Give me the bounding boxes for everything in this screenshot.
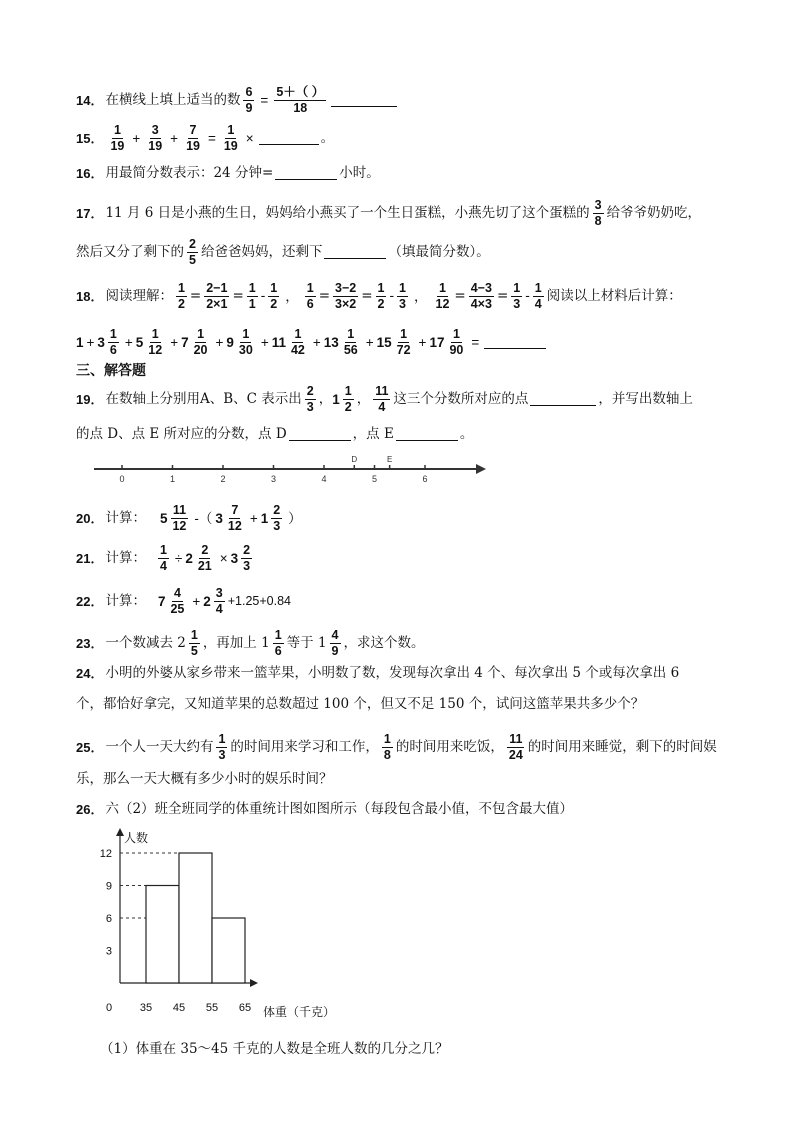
question-18-line1: 18． 阅读理解： $\frac{1}{2}$ = $\frac{2-1}{2\times 1}$ = $\frac{1}{1}$ - $\frac{1}{2}$ ， $\frac{1}{6}$ = $\frac{3-2}{3\times 2}$ = $\frac{1}{2}$ - $\frac{1}{3}$ ， $\frac{1}{12}$ = $\frac{4-3}{4\times 3}$ = $\frac{1}{3}$ - $\frac{1}{4}$ 阅读以上材料后计算：	[76, 281, 682, 312]
origin-label: 0	[106, 1002, 113, 1014]
question-number: 17．	[76, 206, 104, 222]
sum-term-whole: 3	[97, 334, 105, 350]
x-axis-arrow-icon	[250, 979, 258, 987]
sum-term-fraction: $\frac{1}{20}$	[193, 327, 208, 358]
y-tick-label: 12	[99, 848, 112, 860]
sum-term-fraction: $\frac{1}{30}$	[238, 327, 253, 358]
axis-tick-label: 1	[169, 474, 176, 484]
axis-tick-label: 6	[422, 474, 428, 484]
question-16: 16． 用最简分数表示：24 分钟= 小时。	[76, 165, 380, 182]
y-tick-label: 3	[105, 945, 112, 958]
sum-term-fraction: $\frac{1}{90}$	[449, 327, 464, 358]
question-25-line1: 25． 一个人一天大约有 $\frac{1}{3}$ 的时间用来学习和工作， $\frac{1}{8}$ 的时间用来吃饭， $\frac{11}{24}$ 的时间用来睡觉，剩下的时间娱	[76, 732, 717, 763]
sum-term-whole: 17	[429, 334, 445, 350]
question-number: 18．	[76, 289, 104, 305]
x-tick-label: 65	[238, 1002, 252, 1014]
sum-term-whole: 9	[226, 334, 234, 350]
sum-term-fraction: $\frac{1}{56}$	[343, 327, 358, 358]
axis-tick-label: 3	[270, 474, 277, 484]
point-e-label: E	[386, 455, 393, 464]
question-25-line2: 乐，那么一天大概有多少小时的娱乐时间？	[76, 771, 333, 787]
fraction: $\frac{5+( )}{18}$	[276, 85, 325, 116]
axis-tick-label: 4	[321, 474, 327, 484]
question-18-line2: 1 + 3 $\frac{1}{6}$ + 5 $\frac{1}{12}$ + 7 $\frac{1}{20}$ + 9 $\frac{1}{30}$ + 11 $\frac{1}{42}$ + 13 $\frac{1}{56}$ + 15 $\frac{1}{72}$ + 17 $\frac{1}{90}$ =	[76, 328, 548, 357]
question-number: 19．	[76, 392, 104, 408]
question-number: 15．	[76, 131, 104, 147]
fraction: $\frac{1}{19}$	[223, 123, 238, 154]
histogram-bar	[212, 918, 245, 983]
question-22: 22． 计算： 7 $\frac{4}{25}$ + 2 $\frac{3}{4}$ +1.25+0.84	[76, 586, 292, 617]
fraction: $\frac{3}{8}$	[594, 198, 602, 229]
number-line	[90, 452, 490, 492]
question-19-line1: 19． 在数轴上分别用A、B、C 表示出 $\frac{2}{3}$ ， 1 $\frac{1}{2}$ ， $\frac{11}{4}$ 这三个分数所对应的点 ，并写出数轴上	[76, 384, 693, 415]
fraction: $\frac{7}{19}$	[186, 123, 200, 154]
question-20: 20． 计算： 5 $\frac{11}{12}$ -（ 3 $\frac{7}{12}$ + 1 $\frac{2}{3}$ ）	[76, 503, 302, 534]
question-17-line2: 然后又分了剩下的 $\frac{2}{5}$ 给爸爸妈妈，还剩下 （填最简分数）。	[76, 237, 490, 268]
axis-tick-label: 0	[119, 474, 125, 484]
sum-term-whole: 15	[376, 334, 392, 350]
x-axis-label: 体重（千克）	[263, 1005, 336, 1019]
fraction: $\frac{6}{9}$	[245, 85, 253, 116]
question-26-sub1: （1）体重在 35～45 千克的人数是全班人数的几分之几？	[100, 1041, 449, 1057]
point-d-label: D	[351, 455, 358, 464]
fraction: $\frac{1}{19}$	[110, 123, 125, 154]
sum-term-whole: 1	[76, 334, 84, 350]
question-text: 在横线上填上适当的数	[105, 91, 241, 108]
question-text: 11 月 6 日是小燕的生日，妈妈给小燕买了一个生日蛋糕，小燕先切了这个蛋糕的	[105, 204, 590, 221]
answer-blank[interactable]	[259, 132, 319, 145]
arrow-icon	[476, 464, 486, 474]
y-tick-label: 6	[105, 913, 112, 925]
question-number: 24．	[76, 666, 104, 682]
question-24-line2: 个，都恰好拿完，又知道苹果的总数超过 100 个，但又不足 150 个，试问这篮苹果共多少个？	[76, 696, 645, 712]
question-26: 26． 六（2）班全班同学的体重统计图如图所示（每段包含最小值，不包含最大值）	[76, 801, 574, 818]
question-23: 23． 一个数减去 2 $\frac{1}{5}$ ，再加上 1 $\frac{1}{6}$ 等于 1 $\frac{4}{9}$ ，求这个数。	[76, 628, 425, 659]
axis-tick-label: 5	[371, 474, 378, 484]
question-text: 阅读理解：	[105, 287, 173, 304]
y-axis-arrow-icon	[116, 828, 124, 836]
x-tick-label: 45	[172, 1002, 186, 1014]
section-title: 三、解答题	[76, 362, 146, 378]
question-19-line2: 的点 D、点 E 所对应的分数，点 D ，点 E 。	[76, 426, 474, 442]
question-24-line1: 24． 小明的外婆从家乡带来一篮苹果，小明数了数，发现每次拿出 4 个、每次拿出 5 个或每次拿出 6	[76, 665, 680, 682]
answer-blank[interactable]	[530, 393, 596, 406]
answer-blank-e[interactable]	[396, 428, 458, 441]
question-15: 15． $\frac{1}{19}$ + $\frac{3}{19}$ + $\frac{7}{19}$ = $\frac{1}{19}$ × 。	[76, 123, 335, 154]
question-14: 14． 在横线上填上适当的数 $\frac{6}{9}$ = $\frac{5+( )}{18}$	[76, 86, 399, 115]
answer-blank-d[interactable]	[289, 428, 351, 441]
x-tick-label: 35	[139, 1002, 153, 1014]
histogram-bar	[146, 886, 179, 984]
weight-histogram	[90, 828, 370, 1028]
mixed-number-sum: 1 + 3 $\frac{1}{6}$ + 5 $\frac{1}{12}$ + 7 $\frac{1}{20}$ + 9 $\frac{1}{30}$ + 11 $\frac{1}{42}$ + 13 $\frac{1}{56}$ + 15 $\frac{1}{72}$ + 17 $\frac{1}{90}$	[76, 327, 464, 358]
question-number: 23．	[76, 636, 104, 652]
question-number: 14．	[76, 93, 104, 109]
histogram-bar	[179, 853, 212, 983]
question-number: 22．	[76, 594, 104, 610]
x-tick-label: 55	[205, 1002, 219, 1014]
sum-term-whole: 7	[181, 334, 189, 350]
fraction: $\frac{3}{19}$	[148, 123, 163, 154]
sum-term-fraction: $\frac{1}{6}$	[109, 327, 117, 358]
answer-blank[interactable]	[331, 94, 397, 107]
question-number: 26．	[76, 802, 104, 818]
sum-term-fraction: $\frac{1}{72}$	[396, 327, 411, 358]
fraction: $\frac{2}{5}$	[189, 237, 196, 268]
sum-term-fraction: $\frac{1}{12}$	[148, 327, 163, 358]
question-number: 25．	[76, 740, 104, 756]
answer-blank[interactable]	[275, 167, 337, 180]
question-number: 21．	[76, 551, 104, 567]
y-tick-label: 9	[105, 880, 112, 893]
question-17-line1: 17． 11 月 6 日是小燕的生日，妈妈给小燕买了一个生日蛋糕，小燕先切了这个蛋糕的 $\frac{3}{8}$ 给爷爷奶奶吃，	[76, 198, 702, 229]
question-text: 用最简分数表示：24 分钟=	[105, 165, 274, 181]
question-number: 16．	[76, 166, 104, 182]
axis-tick-label: 2	[220, 474, 226, 484]
question-21: 21． 计算： $\frac{1}{4}$ ÷ 2 $\frac{2}{21}$ × 3 $\frac{2}{3}$	[76, 543, 251, 574]
y-axis-label: 人数	[124, 831, 149, 845]
question-number: 20．	[76, 511, 104, 527]
sum-term-fraction: $\frac{1}{42}$	[290, 327, 305, 358]
sum-term-whole: 13	[323, 334, 339, 350]
sum-term-whole: 5	[135, 334, 144, 350]
answer-blank[interactable]	[484, 336, 546, 349]
answer-blank[interactable]	[324, 246, 386, 259]
sum-term-whole: 11	[271, 334, 286, 350]
